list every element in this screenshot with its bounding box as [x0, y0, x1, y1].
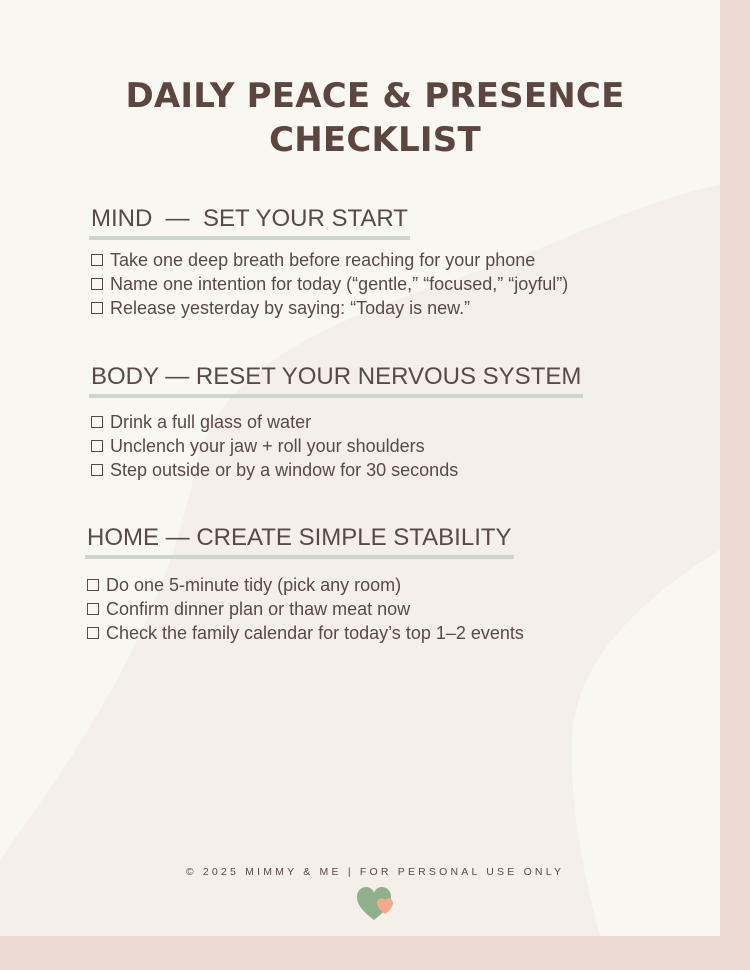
- checklist-item[interactable]: [89, 458, 583, 482]
- heart-logo-icon: [355, 886, 397, 922]
- checkbox[interactable]: [91, 302, 103, 314]
- checklist-item[interactable]: [89, 272, 568, 296]
- checklist-item-label: Take one deep breath before reaching for your phone: [110, 250, 536, 270]
- checkbox[interactable]: [91, 464, 103, 476]
- checklist-item-label: Unclench your jaw + roll your shoulders: [110, 436, 425, 456]
- checklist-item[interactable]: [89, 296, 568, 320]
- copyright-footer: © 2025 MIMMY & ME | FOR PERSONAL USE ONLY: [185, 866, 565, 878]
- checklist-item-label: Confirm dinner plan or thaw meat now: [106, 599, 411, 619]
- checklist-item[interactable]: [85, 621, 524, 645]
- checkbox[interactable]: [87, 627, 99, 639]
- section-heading-body: BODY — RESET YOUR NERVOUS SYSTEM: [89, 362, 583, 398]
- checklist-item-label: Drink a full glass of water: [110, 412, 312, 432]
- page-title: [0, 74, 750, 162]
- checklist-item[interactable]: [85, 573, 524, 597]
- checklist-item-label: Check the family calendar for today’s top 1–2 events: [106, 623, 524, 643]
- checklist-item[interactable]: [85, 597, 524, 621]
- section-heading-mind: MIND — SET YOUR START: [89, 204, 410, 240]
- checkbox[interactable]: [91, 254, 103, 266]
- section-heading-home: HOME — CREATE SIMPLE STABILITY: [85, 523, 514, 559]
- checkbox[interactable]: [91, 440, 103, 452]
- page-title-line-2: CHECKLIST: [269, 120, 481, 160]
- section-mind: [89, 204, 568, 320]
- checklist-item-label: Step outside or by a window for 30 seconds: [110, 460, 459, 480]
- checklist-mind: [89, 248, 568, 320]
- checklist-item-label: Release yesterday by saying: “Today is new.”: [110, 298, 471, 318]
- checklist-home: [85, 573, 524, 645]
- checklist-body: [89, 410, 583, 482]
- checklist-item-label: Name one intention for today (“gentle,” “focused,” “joyful”): [110, 274, 569, 294]
- checklist-item-label: Do one 5-minute tidy (pick any room): [106, 575, 402, 595]
- checklist-item[interactable]: [89, 410, 583, 434]
- page-title-line-1: DAILY PEACE & PRESENCE: [125, 76, 625, 116]
- section-body: [89, 362, 583, 482]
- checkbox[interactable]: [87, 603, 99, 615]
- checklist-item[interactable]: [89, 434, 583, 458]
- checklist-item[interactable]: [89, 248, 568, 272]
- checkbox[interactable]: [91, 416, 103, 428]
- checkbox[interactable]: [91, 278, 103, 290]
- checkbox[interactable]: [87, 579, 99, 591]
- section-home: [85, 523, 524, 645]
